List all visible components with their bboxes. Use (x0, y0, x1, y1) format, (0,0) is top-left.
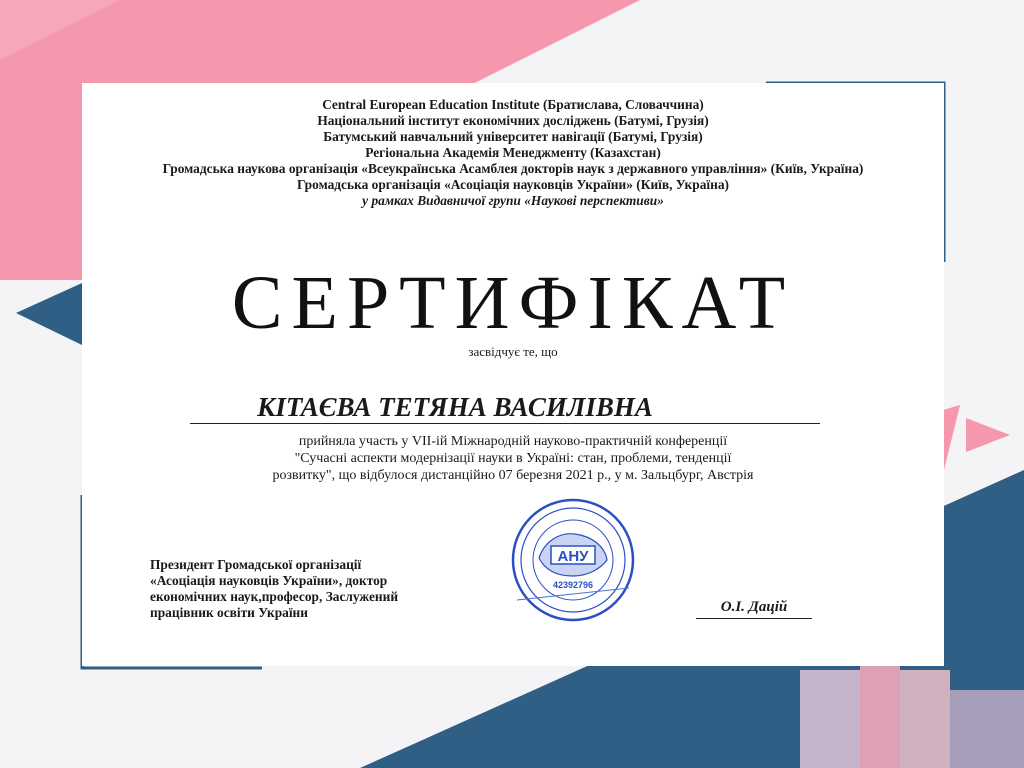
organizer-line: Батумський навчальний університет навігації (Батумі, Грузія) (323, 129, 703, 144)
certificate-card (82, 83, 944, 666)
gradient-strip-2 (860, 660, 900, 768)
organizer-line: Громадська організація «Асоціація науковців України» (Київ, Україна) (297, 177, 729, 192)
stamp-center-text: АНУ (557, 548, 589, 565)
pink-triangle-right-2 (966, 418, 1010, 452)
signatory-line: працівник освіти України (150, 605, 308, 620)
organizer-line: Регіональна Академія Менеджменту (Казахстан) (365, 145, 661, 160)
navy-triangle-left-large (16, 283, 82, 345)
signatory-title (150, 557, 450, 621)
participation-text (82, 433, 944, 484)
certificate-subtitle: засвідчує те, що (468, 344, 558, 359)
publishing-group-line: у рамках Видавничої групи «Наукові перспективи» (362, 193, 664, 208)
organizer-line: Громадська наукова організація «Всеукраїнська Асамблея докторів наук з державного управління» (Київ, Україна) (162, 161, 864, 176)
signatory-line: економічних наук,професор, Заслужений (150, 589, 399, 604)
recipient-name: КІТАЄВА ТЕТЯНА ВАСИЛІВНА (190, 392, 820, 424)
certificate-title: СЕРТИФІКАТ (231, 261, 795, 345)
participation-line: розвитку", що відбулося дистанційно 07 березня 2021 р., у м. Зальцбург, Австрія (272, 468, 754, 483)
stamp-code: 42392796 (552, 580, 594, 590)
gradient-strip-1 (800, 670, 860, 768)
organizer-line: Національний інститут економічних досліджень (Батумі, Грузія) (317, 113, 709, 128)
gradient-strip-3 (900, 670, 950, 768)
participation-line: прийняла участь у VII-ій Міжнародній науково-практичній конференції (298, 434, 728, 449)
organizers-header (82, 97, 944, 209)
signer-name: О.І. Дацій (696, 599, 812, 619)
signatory-line: Президент Громадської організації (150, 557, 362, 572)
participation-line: "Сучасні аспекти модернізації науки в Україні: стан, проблеми, тенденції (294, 451, 732, 466)
organizer-line: Central European Education Institute (Братислава, Словаччина) (322, 97, 704, 112)
gradient-strip-4 (950, 690, 1024, 768)
official-stamp (509, 496, 637, 624)
signatory-line: «Асоціація науковців України», доктор (150, 573, 388, 588)
